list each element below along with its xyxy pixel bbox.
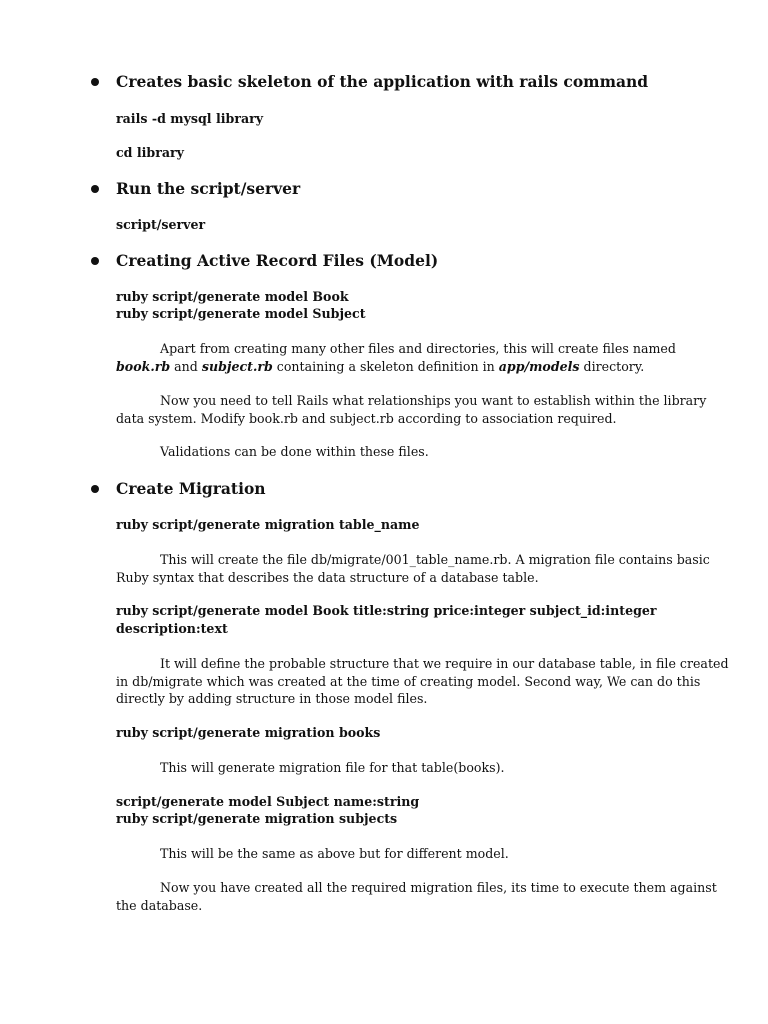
- paragraph-line: data system. Modify book.rb and subject.rb according to association required.: [116, 410, 617, 426]
- code-line: ruby script/generate migration table_name: [116, 517, 420, 532]
- paragraph-line: Apart from creating many other files and directories, this will create files named: [160, 341, 676, 356]
- paragraph-line: [116, 358, 696, 376]
- bullet-icon: [91, 257, 99, 265]
- bullet-icon: [91, 485, 99, 493]
- paragraph-line: directly by adding structure in those model files.: [116, 691, 428, 706]
- paragraph: [116, 845, 696, 863]
- filename-text: book.rb: [116, 358, 171, 374]
- filename-text: subject.rb: [201, 358, 273, 374]
- paragraph-line: in db/migrate which was created at the time of creating model. Second way, We can do this: [116, 673, 701, 689]
- paragraph-line: This will create the file db/migrate/001_table_name.rb. A migration file contains basic: [160, 552, 710, 567]
- bullet-icon: [91, 78, 99, 86]
- paragraph-line: Now you need to tell Rails what relationships you want to establish within the library: [160, 393, 707, 408]
- code-line: ruby script/generate model Book title:string price:integer subject_id:integer: [116, 603, 657, 618]
- text-fragment: and: [170, 358, 202, 374]
- paragraph-line: Ruby syntax that describes the data structure of a database table.: [116, 569, 539, 585]
- code-line: script/server: [116, 217, 206, 232]
- paragraph: [116, 340, 696, 375]
- section-heading-server: Run the script/server: [116, 179, 301, 198]
- paragraph: [116, 655, 729, 708]
- paragraph-line: This will generate migration file for that table(books).: [160, 760, 505, 775]
- paragraph: [116, 759, 696, 777]
- text-fragment: containing a skeleton definition in: [272, 358, 499, 374]
- paragraph: [116, 392, 707, 427]
- section-heading-active-record: Creating Active Record Files (Model): [116, 251, 439, 270]
- paragraph-line: It will define the probable structure that we require in our database table, in file created: [160, 656, 729, 671]
- paragraph-line: Validations can be done within these files.: [160, 444, 429, 459]
- code-line: script/generate model Subject name:string: [116, 794, 420, 809]
- code-line: ruby script/generate model Subject: [116, 306, 366, 321]
- paragraph: [116, 551, 710, 586]
- code-line: description:text: [116, 621, 228, 636]
- code-line: rails -d mysql library: [116, 111, 264, 126]
- code-line: ruby script/generate model Book: [116, 289, 349, 304]
- bullet-icon: [91, 185, 99, 193]
- code-line: ruby script/generate migration books: [116, 725, 381, 740]
- directory-text: app/models: [498, 358, 580, 374]
- code-line: ruby script/generate migration subjects: [116, 811, 398, 826]
- paragraph-line: the database.: [116, 897, 203, 913]
- text-fragment: directory.: [579, 358, 645, 374]
- code-line: cd library: [116, 145, 184, 160]
- paragraph: [116, 443, 696, 461]
- section-heading-skeleton: Creates basic skeleton of the application with rails command: [116, 72, 649, 91]
- section-heading-migration: Create Migration: [116, 479, 266, 498]
- paragraph-line: This will be the same as above but for different model.: [160, 846, 509, 861]
- paragraph-line: Now you have created all the required migration files, its time to execute them against: [160, 880, 717, 895]
- paragraph: [116, 879, 717, 914]
